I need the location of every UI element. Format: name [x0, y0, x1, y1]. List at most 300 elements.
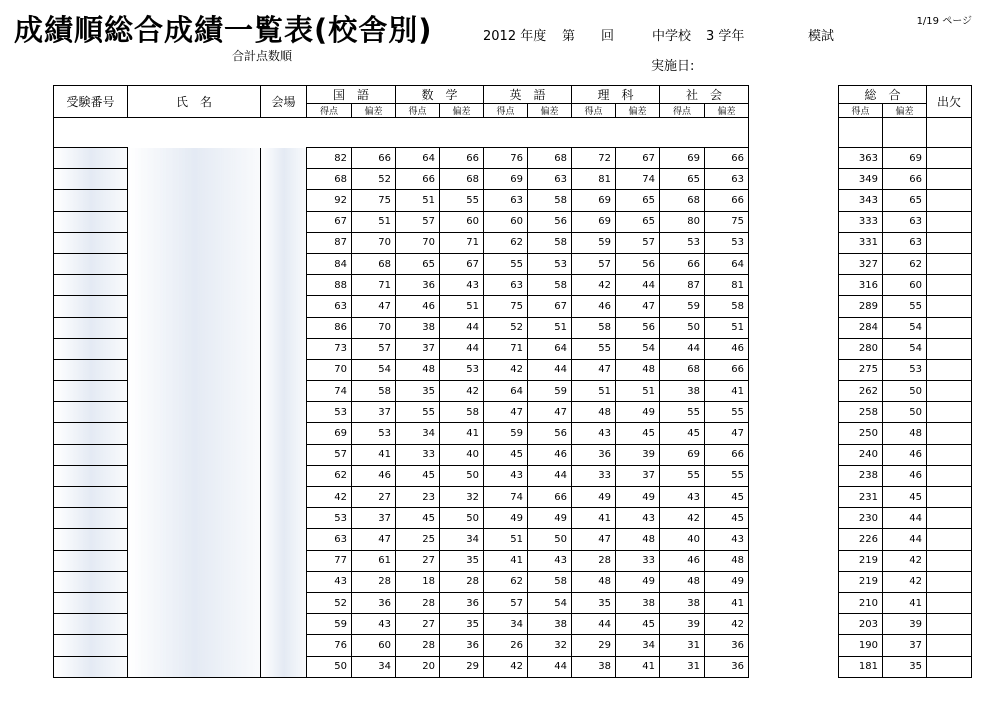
header-student-name: 氏 名	[128, 86, 261, 118]
score-cell: 45	[484, 444, 528, 465]
table-row	[54, 338, 749, 359]
exam-id-cell	[54, 317, 128, 338]
deviation-cell: 51	[528, 317, 572, 338]
score-cell: 50	[307, 656, 352, 677]
deviation-cell: 45	[616, 614, 660, 635]
score-cell: 48	[572, 402, 616, 423]
deviation-cell: 32	[440, 487, 484, 508]
student-name-cell	[128, 253, 261, 274]
table-row	[54, 529, 749, 550]
exam-id-cell	[54, 169, 128, 190]
score-cell: 46	[396, 296, 440, 317]
total-row	[839, 169, 972, 190]
deviation-cell: 53	[352, 423, 396, 444]
deviation-cell: 36	[705, 656, 749, 677]
score-cell: 69	[307, 423, 352, 444]
deviation-cell: 66	[705, 444, 749, 465]
deviation-cell: 66	[528, 487, 572, 508]
venue-cell	[261, 211, 307, 232]
deviation-cell: 36	[440, 592, 484, 613]
total-score-cell: 363	[839, 148, 883, 169]
score-cell: 62	[484, 571, 528, 592]
deviation-cell: 51	[705, 317, 749, 338]
attendance-cell	[927, 614, 972, 635]
attendance-cell	[927, 338, 972, 359]
total-row	[839, 508, 972, 529]
total-row	[839, 296, 972, 317]
deviation-cell: 58	[352, 381, 396, 402]
deviation-cell: 44	[440, 338, 484, 359]
table-row	[54, 190, 749, 211]
score-cell: 63	[484, 190, 528, 211]
deviation-cell: 49	[616, 571, 660, 592]
deviation-cell: 47	[616, 296, 660, 317]
score-cell: 34	[484, 614, 528, 635]
deviation-cell: 38	[528, 614, 572, 635]
deviation-cell: 58	[528, 571, 572, 592]
deviation-cell: 51	[440, 296, 484, 317]
total-deviation-cell: 69	[883, 148, 927, 169]
school-level: 中学校	[652, 29, 692, 44]
header-score: 得点	[572, 104, 616, 118]
total-deviation-cell: 42	[883, 571, 927, 592]
deviation-cell: 35	[440, 614, 484, 635]
student-name-cell	[128, 211, 261, 232]
exam-type: 模試	[808, 29, 835, 44]
deviation-cell: 58	[528, 232, 572, 253]
deviation-cell: 63	[705, 169, 749, 190]
score-cell: 46	[660, 550, 705, 571]
venue-cell	[261, 550, 307, 571]
score-cell: 33	[572, 465, 616, 486]
student-name-cell	[128, 296, 261, 317]
deviation-cell: 42	[705, 614, 749, 635]
venue-cell	[261, 148, 307, 169]
score-cell: 36	[572, 444, 616, 465]
deviation-cell: 56	[616, 317, 660, 338]
venue-cell	[261, 635, 307, 656]
header-venue: 会場	[261, 86, 307, 118]
score-cell: 50	[660, 317, 705, 338]
student-name-cell	[128, 529, 261, 550]
student-name-cell	[128, 381, 261, 402]
total-score-cell: 275	[839, 359, 883, 380]
total-row	[839, 614, 972, 635]
deviation-cell: 70	[352, 317, 396, 338]
total-score-cell: 219	[839, 571, 883, 592]
deviation-cell: 37	[352, 508, 396, 529]
total-score-cell: 203	[839, 614, 883, 635]
score-cell: 63	[307, 529, 352, 550]
student-name-cell	[128, 550, 261, 571]
total-deviation-cell: 44	[883, 508, 927, 529]
total-row	[839, 592, 972, 613]
header-deviation: 偏差	[705, 104, 749, 118]
deviation-cell: 46	[705, 338, 749, 359]
student-name-cell	[128, 465, 261, 486]
total-score-cell: 316	[839, 275, 883, 296]
student-name-cell	[128, 338, 261, 359]
score-cell: 40	[660, 529, 705, 550]
deviation-cell: 68	[440, 169, 484, 190]
score-cell: 57	[484, 592, 528, 613]
score-cell: 33	[396, 444, 440, 465]
attendance-cell	[927, 317, 972, 338]
deviation-cell: 39	[616, 444, 660, 465]
score-cell: 43	[660, 487, 705, 508]
deviation-cell: 27	[352, 487, 396, 508]
total-row	[839, 148, 972, 169]
attendance-cell	[927, 592, 972, 613]
deviation-cell: 45	[705, 508, 749, 529]
header-score: 得点	[396, 104, 440, 118]
deviation-cell: 57	[352, 338, 396, 359]
exam-date-label: 実施日:	[651, 59, 695, 74]
total-score-cell: 258	[839, 402, 883, 423]
score-cell: 38	[660, 592, 705, 613]
total-deviation-cell: 50	[883, 381, 927, 402]
exam-round: 第 回	[562, 29, 615, 44]
deviation-cell: 43	[528, 550, 572, 571]
deviation-cell: 44	[440, 317, 484, 338]
venue-cell	[261, 444, 307, 465]
exam-id-cell	[54, 190, 128, 211]
score-cell: 45	[396, 508, 440, 529]
score-cell: 62	[484, 232, 528, 253]
exam-id-cell	[54, 296, 128, 317]
total-deviation-cell: 44	[883, 529, 927, 550]
student-name-cell	[128, 232, 261, 253]
attendance-cell	[927, 550, 972, 571]
score-cell: 92	[307, 190, 352, 211]
exam-year: 2012 年度	[483, 29, 547, 44]
score-cell: 62	[307, 465, 352, 486]
deviation-cell: 38	[616, 592, 660, 613]
results-table	[53, 85, 749, 678]
table-row	[54, 359, 749, 380]
table-row	[54, 571, 749, 592]
score-cell: 28	[396, 592, 440, 613]
score-cell: 87	[660, 275, 705, 296]
deviation-cell: 28	[352, 571, 396, 592]
total-deviation-cell: 55	[883, 296, 927, 317]
deviation-cell: 42	[440, 381, 484, 402]
venue-cell	[261, 656, 307, 677]
score-cell: 69	[572, 190, 616, 211]
student-name-cell	[128, 487, 261, 508]
score-cell: 59	[660, 296, 705, 317]
score-cell: 72	[572, 148, 616, 169]
deviation-cell: 45	[705, 487, 749, 508]
score-cell: 51	[572, 381, 616, 402]
exam-id-cell	[54, 211, 128, 232]
exam-id-cell	[54, 635, 128, 656]
deviation-cell: 37	[616, 465, 660, 486]
score-cell: 31	[660, 635, 705, 656]
venue-cell	[261, 614, 307, 635]
venue-cell	[261, 381, 307, 402]
score-cell: 53	[307, 508, 352, 529]
attendance-cell	[927, 402, 972, 423]
score-cell: 42	[307, 487, 352, 508]
score-cell: 47	[572, 359, 616, 380]
score-cell: 43	[484, 465, 528, 486]
total-deviation-cell: 35	[883, 656, 927, 677]
score-cell: 49	[572, 487, 616, 508]
exam-id-cell	[54, 508, 128, 529]
exam-id-cell	[54, 253, 128, 274]
venue-cell	[261, 253, 307, 274]
student-name-cell	[128, 169, 261, 190]
deviation-cell: 70	[352, 232, 396, 253]
total-score-cell: 231	[839, 487, 883, 508]
deviation-cell: 43	[352, 614, 396, 635]
score-cell: 35	[396, 381, 440, 402]
deviation-cell: 48	[705, 550, 749, 571]
score-cell: 59	[307, 614, 352, 635]
deviation-cell: 58	[528, 190, 572, 211]
deviation-cell: 41	[705, 592, 749, 613]
header-score: 得点	[660, 104, 705, 118]
deviation-cell: 34	[616, 635, 660, 656]
total-deviation-cell: 65	[883, 190, 927, 211]
score-cell: 27	[396, 614, 440, 635]
deviation-cell: 60	[352, 635, 396, 656]
total-row	[839, 359, 972, 380]
score-cell: 68	[307, 169, 352, 190]
attendance-cell	[927, 253, 972, 274]
deviation-cell: 64	[705, 253, 749, 274]
exam-id-cell	[54, 444, 128, 465]
table-row	[54, 656, 749, 677]
score-cell: 53	[307, 402, 352, 423]
total-score-cell: 280	[839, 338, 883, 359]
exam-id-cell	[54, 571, 128, 592]
total-score-cell: 181	[839, 656, 883, 677]
score-cell: 63	[484, 275, 528, 296]
deviation-cell: 68	[528, 148, 572, 169]
student-name-cell	[128, 190, 261, 211]
deviation-cell: 56	[528, 423, 572, 444]
score-cell: 71	[484, 338, 528, 359]
total-deviation-cell: 62	[883, 253, 927, 274]
table-row	[54, 550, 749, 571]
exam-id-cell	[54, 381, 128, 402]
venue-cell	[261, 508, 307, 529]
header-deviation: 偏差	[440, 104, 484, 118]
student-name-cell	[128, 359, 261, 380]
score-cell: 60	[484, 211, 528, 232]
score-cell: 81	[572, 169, 616, 190]
student-name-cell	[128, 571, 261, 592]
exam-id-cell	[54, 465, 128, 486]
attendance-cell	[927, 444, 972, 465]
score-cell: 68	[660, 359, 705, 380]
total-score-cell: 262	[839, 381, 883, 402]
deviation-cell: 43	[616, 508, 660, 529]
table-row	[54, 296, 749, 317]
total-deviation-cell: 50	[883, 402, 927, 423]
exam-id-cell	[54, 148, 128, 169]
score-cell: 88	[307, 275, 352, 296]
deviation-cell: 44	[528, 359, 572, 380]
deviation-cell: 71	[440, 232, 484, 253]
score-cell: 42	[660, 508, 705, 529]
venue-cell	[261, 169, 307, 190]
score-cell: 25	[396, 529, 440, 550]
score-cell: 47	[484, 402, 528, 423]
total-score-cell: 331	[839, 232, 883, 253]
deviation-cell: 67	[528, 296, 572, 317]
table-row	[54, 465, 749, 486]
deviation-cell: 75	[705, 211, 749, 232]
deviation-cell: 51	[352, 211, 396, 232]
total-deviation-cell: 41	[883, 592, 927, 613]
deviation-cell: 41	[352, 444, 396, 465]
deviation-cell: 49	[616, 402, 660, 423]
deviation-cell: 49	[705, 571, 749, 592]
deviation-cell: 66	[705, 359, 749, 380]
total-score-cell: 190	[839, 635, 883, 656]
deviation-cell: 41	[440, 423, 484, 444]
score-cell: 70	[396, 232, 440, 253]
score-cell: 63	[307, 296, 352, 317]
score-cell: 86	[307, 317, 352, 338]
score-cell: 41	[572, 508, 616, 529]
score-cell: 77	[307, 550, 352, 571]
deviation-cell: 74	[616, 169, 660, 190]
deviation-cell: 66	[440, 148, 484, 169]
score-cell: 48	[572, 571, 616, 592]
deviation-cell: 50	[440, 465, 484, 486]
score-cell: 55	[660, 465, 705, 486]
attendance-cell	[927, 275, 972, 296]
venue-cell	[261, 296, 307, 317]
deviation-cell: 56	[616, 253, 660, 274]
attendance-cell	[927, 169, 972, 190]
score-cell: 42	[484, 359, 528, 380]
deviation-cell: 61	[352, 550, 396, 571]
total-row	[839, 465, 972, 486]
total-deviation-cell: 46	[883, 444, 927, 465]
deviation-cell: 28	[440, 571, 484, 592]
score-cell: 76	[484, 148, 528, 169]
header-subject-japanese: 国 語	[307, 86, 396, 104]
score-cell: 38	[396, 317, 440, 338]
score-cell: 76	[307, 635, 352, 656]
venue-cell	[261, 592, 307, 613]
total-deviation-cell: 66	[883, 169, 927, 190]
score-cell: 42	[484, 656, 528, 677]
header-deviation: 偏差	[616, 104, 660, 118]
header-subject-science: 理 科	[572, 86, 660, 104]
total-row	[839, 656, 972, 677]
total-row	[839, 275, 972, 296]
total-score-cell: 238	[839, 465, 883, 486]
total-score-cell: 327	[839, 253, 883, 274]
deviation-cell: 33	[616, 550, 660, 571]
total-score-cell: 349	[839, 169, 883, 190]
score-cell: 55	[572, 338, 616, 359]
score-cell: 31	[660, 656, 705, 677]
table-row	[54, 614, 749, 635]
exam-id-cell	[54, 487, 128, 508]
score-cell: 57	[572, 253, 616, 274]
total-score-cell: 333	[839, 211, 883, 232]
score-cell: 52	[484, 317, 528, 338]
total-deviation-cell: 63	[883, 232, 927, 253]
exam-id-cell	[54, 402, 128, 423]
deviation-cell: 36	[440, 635, 484, 656]
total-row	[839, 635, 972, 656]
student-name-cell	[128, 275, 261, 296]
score-cell: 57	[396, 211, 440, 232]
deviation-cell: 47	[705, 423, 749, 444]
score-cell: 47	[572, 529, 616, 550]
score-cell: 37	[396, 338, 440, 359]
total-row	[839, 211, 972, 232]
deviation-cell: 32	[528, 635, 572, 656]
attendance-cell	[927, 465, 972, 486]
score-cell: 73	[307, 338, 352, 359]
score-cell: 43	[307, 571, 352, 592]
total-deviation-cell: 37	[883, 635, 927, 656]
score-cell: 84	[307, 253, 352, 274]
table-row	[54, 487, 749, 508]
deviation-cell: 67	[616, 148, 660, 169]
score-cell: 82	[307, 148, 352, 169]
deviation-cell: 58	[528, 275, 572, 296]
deviation-cell: 48	[616, 359, 660, 380]
deviation-cell: 35	[440, 550, 484, 571]
score-cell: 68	[660, 190, 705, 211]
total-deviation-cell: 46	[883, 465, 927, 486]
score-cell: 26	[484, 635, 528, 656]
score-cell: 55	[660, 402, 705, 423]
total-score-cell: 210	[839, 592, 883, 613]
score-cell: 74	[307, 381, 352, 402]
deviation-cell: 55	[705, 402, 749, 423]
deviation-cell: 44	[528, 465, 572, 486]
attendance-cell	[927, 190, 972, 211]
attendance-cell	[927, 148, 972, 169]
score-cell: 44	[660, 338, 705, 359]
attendance-cell	[927, 656, 972, 677]
header-subject-social: 社 会	[660, 86, 749, 104]
score-cell: 55	[484, 253, 528, 274]
score-cell: 70	[307, 359, 352, 380]
deviation-cell: 67	[440, 253, 484, 274]
header-subject-english: 英 語	[484, 86, 572, 104]
score-cell: 29	[572, 635, 616, 656]
score-cell: 58	[572, 317, 616, 338]
venue-cell	[261, 402, 307, 423]
deviation-cell: 65	[616, 211, 660, 232]
deviation-cell: 36	[705, 635, 749, 656]
page-indicator: 1/19 ページ	[916, 16, 972, 27]
venue-cell	[261, 275, 307, 296]
table-row	[54, 317, 749, 338]
total-row	[839, 487, 972, 508]
score-cell: 27	[396, 550, 440, 571]
deviation-cell: 37	[352, 402, 396, 423]
deviation-cell: 41	[705, 381, 749, 402]
score-cell: 28	[572, 550, 616, 571]
deviation-cell: 63	[528, 169, 572, 190]
score-cell: 75	[484, 296, 528, 317]
header-deviation: 偏差	[528, 104, 572, 118]
deviation-cell: 66	[705, 148, 749, 169]
